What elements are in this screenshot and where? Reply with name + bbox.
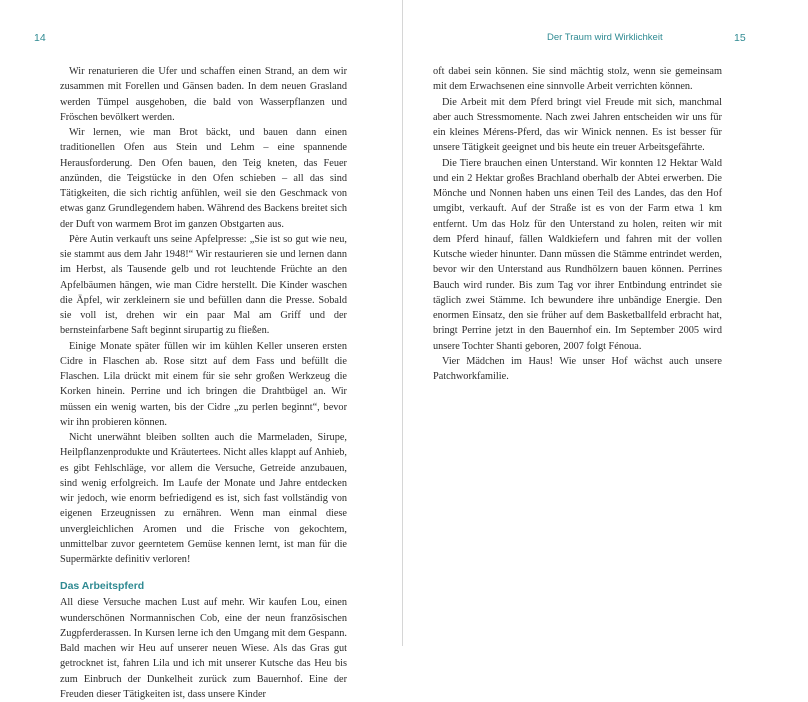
page-number-left: 14 <box>34 32 46 44</box>
paragraph: Die Arbeit mit dem Pferd bringt viel Freude mit sich, manchmal aber auch Stressmomente. Nach zwei Jahren entscheiden wir uns für ein kleines Mérens-Pferd, das wir Winick nennen. Es ist besser für unsere Tätigkeit geeignet und bis heute ein treuer Arbeitsgefährte. <box>433 96 722 154</box>
right-page <box>403 0 808 646</box>
running-title: Der Traum wird Wirklichkeit <box>547 32 663 43</box>
paragraph: Nicht unerwähnt bleiben sollten auch die Marmeladen, Sirupe, Heilpflanzenprodukte und Kräutertees. Nicht alles klappt auf Anhieb, es gibt Fehlschläge, vor allem die Versuche, Getreide anzubauen, sind wenig erfolgreich. Im Laufe der Monate und Jahre entdecken wir jedoch, wie enorm befriedigend es ist, sich fast vollständig von eigenen Erzeugnissen zu ernähren. Wenn man einmal diese unvergleichlichen Aromen und die Frische von gekochtem, unmittelbar zuvor geerntetem Gemüse kennen lernt, ist man für die Supermärkte definitiv verloren! <box>60 432 347 565</box>
section-heading: Das Arbeitspferd <box>60 580 145 593</box>
paragraph: Père Autin verkauft uns seine Apfelpresse: „Sie ist so gut wie neu, sie stammt aus dem Jahr 1948!“ Wir restaurieren sie und lernen dann im Herbst, als Tausende gelb und rot leuchtende Früchte an den Apfelbäumen hängen, wie man Cidre herstellt. Die Kinder waschen die Äpfel, wir zerkleinern sie und befüllen dann die Presse. Sobald sie voll ist, drehen wir ein paar Mal am Griff und der bernsteinfarbene Saft beginnt sirupartig zu fließen. <box>60 233 347 337</box>
paragraph: Wir renaturieren die Ufer und schaffen einen Strand, an dem wir zusammen mit Forellen und Gänsen baden. In dem neuen Grasland werden Tümpel ausgehoben, die bald von Wasserpflanzen und Fröschen bevölkert werden. <box>60 66 347 123</box>
right-page-body <box>433 64 722 384</box>
left-page-body <box>60 64 347 702</box>
paragraph: All diese Versuche machen Lust auf mehr. Wir kaufen Lou, einen wunderschönen Normannischen Cob, eine der neun französischen Zugpferderassen. In Kursen lerne ich den Umgang mit dem Gespann. Bald machen wir Heu auf unserer neuen Wiese. Als das Gras gut getrocknet ist, fahren Lila und ich mit unserer Kutsche das Heu bis zum Einbruch der Dunkelheit zurück zum Bauernhof. Eine der Freuden dieser Tätigkeiten ist, dass unsere Kinder <box>60 597 347 700</box>
paragraph: Einige Monate später füllen wir im kühlen Keller unseren ersten Cidre in Flaschen ab. Rose sitzt auf dem Fass und befüllt die Flaschen. Lila drückt mit einem für sie sehr großen Werkzeug die Korken hinein. Perrine und ich bringen die Drahtbügel an. Wir müssen ein wenig warten, bis der Cidre „zu perlen beginnt“, bevor wir ihn probieren können. <box>60 340 347 428</box>
paragraph: Vier Mädchen im Haus! Wie unser Hof wächst auch unsere Patchworkfamilie. <box>433 355 722 382</box>
paragraph: Die Tiere brauchen einen Unterstand. Wir konnten 12 Hektar Wald und ein 2 Hektar großes Brachland oberhalb der Abtei erwerben. Die Mönche und Nonnen haben uns einen Teil des Landes, das den Hof umgibt, verkauft. Auf der Straße ist es von der Farm etwa 1 km entfernt. Um das Holz für den Unterstand zu holen, reiten wir mit dem Pferd hinauf, fällen Waldkiefern und fahren mit der vollen Kutsche wieder hinunter. Dann müssen die Stämme entrindet werden, bevor wir den Unterstand aus Rundhölzern bauen können. Perrines Bauch wird runder. Bis zum Tag vor ihrer Entbindung entrindet sie täglich zwei Stämme. Ich bewundere ihre unbändige Energie. Den enormen Einsatz, den sie früher auf dem Basketballfeld erbracht hat, bringt Perrine jetzt in den Bauernhof ein. Im September 2005 wird unsere Tochter Shanti geboren, 2007 folgt Fénoua. <box>433 157 722 352</box>
left-page <box>0 0 402 700</box>
page-number-right: 15 <box>734 32 746 44</box>
paragraph: Wir lernen, wie man Brot bäckt, und bauen dann einen traditionellen Ofen aus Stein und Lehm – eine spannende Herausforderung. Den Ofen bauen, den Teig kneten, das Feuer anzünden, die Teigstücke in den Ofen schieben – all das sind Tätigkeiten, die sich richtig anfühlen, weil sie den Geschmack von etwas ganz Grundlegendem haben. Während des Backens breitet sich der Duft von warmem Brot im ganzen Obstgarten aus. <box>60 127 347 230</box>
paragraph: oft dabei sein können. Sie sind mächtig stolz, wenn sie gemeinsam mit dem Erwachsenen eine sinnvolle Arbeit verrichten können. <box>433 66 722 93</box>
